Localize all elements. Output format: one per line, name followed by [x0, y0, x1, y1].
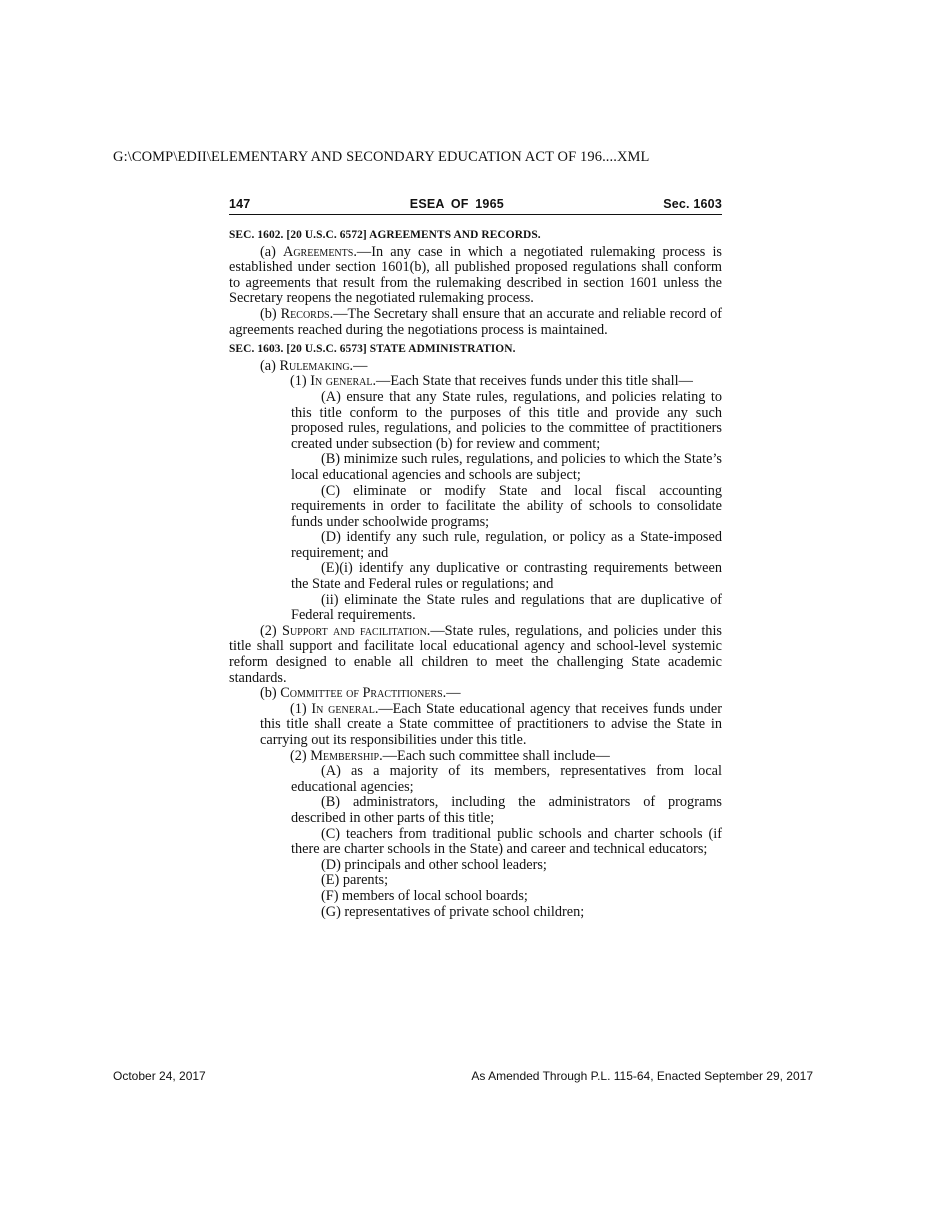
- caption: Agreements: [283, 243, 354, 260]
- text: .—The Secretary shall ensure that an accurate and reliable record of agreements reached during the negotiations process is maintained.: [229, 305, 722, 338]
- sec1602-paragraph-b: [229, 307, 722, 338]
- section-1603-heading: SEC. 1603. [20 U.S.C. 6573] STATE ADMINISTRATION.: [229, 343, 516, 356]
- text: .—Each State educational agency that receives funds under this title shall create a State committee of practitioners to advise the State in carrying out its responsibilities under this title.: [260, 700, 723, 748]
- label: (2): [260, 622, 282, 639]
- sec1603-a1-A: (A) ensure that any State rules, regulations, and policies relating to this title conform to the purposes of this title and provide any such proposed rules, regulations, and policies to the committee of practitioners created under subsection (b) for review and comment;: [291, 388, 722, 452]
- caption: Rulemaking: [279, 357, 350, 374]
- sec1603-a1-D: (D) identify any such rule, regulation, or policy as a State-imposed requirement; and: [291, 529, 722, 561]
- label: (a): [260, 243, 283, 260]
- sec1603-a1-E-i: (E)(i) identify any duplicative or contrasting requirements between the State and Federal rules or regulations; and: [291, 560, 722, 593]
- sec1603-b2-C: (C) teachers from traditional public schools and charter schools (if there are charter schools in the State) and career and technical educators;: [291, 825, 722, 858]
- text: .—: [442, 685, 461, 702]
- page-number: 147: [229, 197, 251, 211]
- sec1603-a1-C: (C) eliminate or modify State and local fiscal accounting requirements in order to facilitate the ability of schools to consolidate funds under schoolwide programs;: [291, 482, 722, 530]
- sec1603-a1-E-ii: (ii) eliminate the State rules and regulations that are duplicative of Federal requirements.: [291, 591, 722, 624]
- sec1603-a1: [229, 374, 722, 390]
- document-page: [229, 197, 722, 920]
- document-body: [229, 228, 722, 920]
- sec1603-b2-D: (D) principals and other school leaders;: [321, 856, 547, 873]
- footer-amendment-note: As Amended Through P.L. 115-64, Enacted September 29, 2017: [471, 1069, 813, 1083]
- caption: In general: [311, 700, 375, 717]
- sec1603-a1-B: (B) minimize such rules, regulations, and policies to which the State’s local educational agencies and schools are subject;: [291, 451, 722, 483]
- caption: Records: [280, 305, 330, 322]
- sec1603-b2-F: (F) members of local school boards;: [321, 887, 528, 904]
- label: (b): [260, 305, 281, 322]
- sec1603-paragraph-b: [229, 686, 722, 702]
- sec1603-a2: [229, 624, 722, 686]
- sec1603-b1: [229, 702, 722, 749]
- footer-date: October 24, 2017: [113, 1069, 206, 1083]
- section-1602-heading: SEC. 1602. [20 U.S.C. 6572] AGREEMENTS AND RECORDS.: [229, 229, 541, 241]
- label: (2): [290, 747, 311, 764]
- sec1602-paragraph-a: [229, 245, 722, 307]
- text: .—State rules, regulations, and policies under this title shall support and facilitate local educational agency and school-level systemic reform designed to enable all children to meet the challenging State academic standards.: [229, 622, 722, 686]
- sec1603-b2-B: (B) administrators, including the administrators of programs described in other parts of this title;: [291, 794, 722, 826]
- section-reference: Sec. 1603: [663, 197, 722, 211]
- sec1603-b2-A: (A) as a majority of its members, representatives from local educational agencies;: [291, 763, 722, 795]
- caption: Membership: [310, 747, 380, 764]
- sec1603-b2-E: (E) parents;: [321, 872, 389, 889]
- caption: In general: [310, 373, 373, 390]
- text: .—Each such committee shall include—: [379, 747, 610, 764]
- text: .—In any case in which a negotiated rulemaking process is established under section 1601(b), all published proposed regulations shall conform to agreements that result from the rulemaking described in section 1601 unless the Secretary reopens the negotiated rulemaking process.: [229, 243, 722, 307]
- sec1603-b2: [229, 749, 722, 765]
- label: (1): [290, 700, 312, 717]
- act-title: ESEA OF 1965: [409, 197, 504, 211]
- text: .—: [349, 357, 368, 374]
- text: .—Each State that receives funds under this title shall—: [372, 373, 693, 390]
- caption: Support and facilitation: [282, 622, 427, 639]
- sec1603-b2-G: (G) representatives of private school children;: [321, 903, 585, 920]
- label: (a): [260, 357, 280, 374]
- sec1603-paragraph-a: [229, 359, 722, 375]
- file-path-header: G:\COMP\EDII\ELEMENTARY AND SECONDARY EDUCATION ACT OF 196....XML: [113, 149, 650, 165]
- caption: Committee of Practitioners: [280, 685, 443, 702]
- running-head: [229, 197, 722, 215]
- label: (b): [260, 685, 281, 702]
- label: (1): [290, 373, 311, 390]
